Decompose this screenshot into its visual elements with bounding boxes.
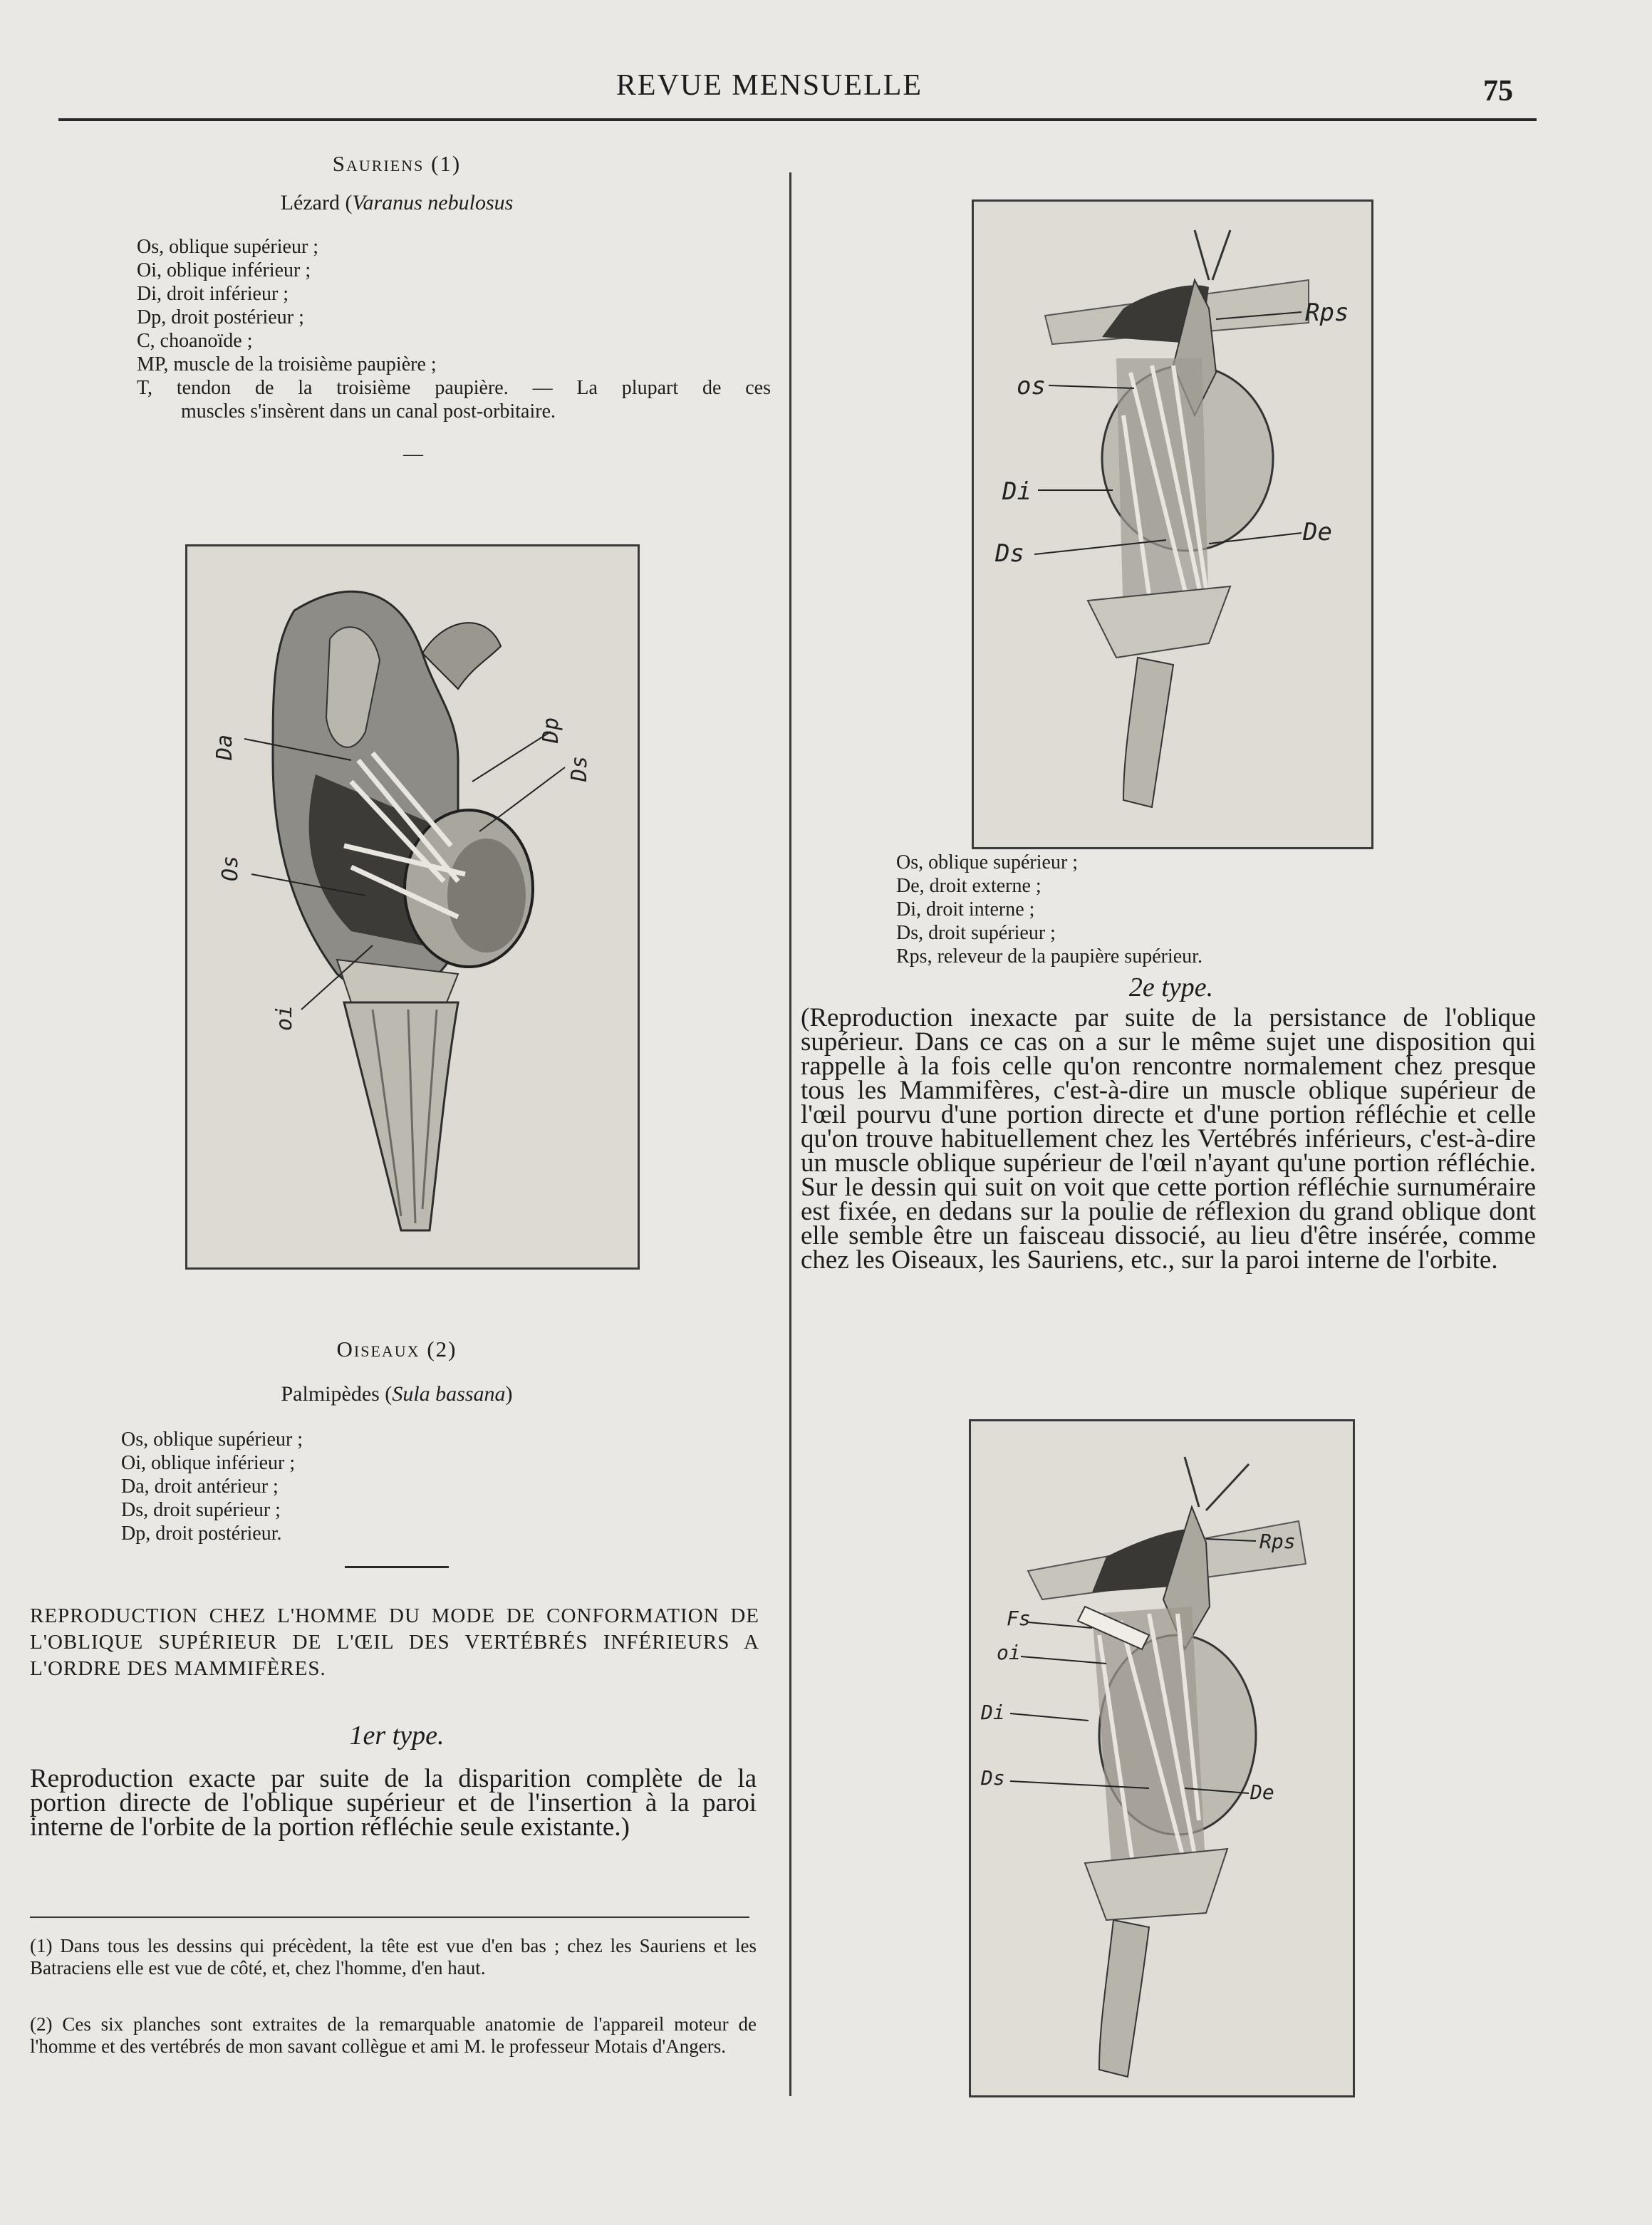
separator-dash: — [403,443,423,465]
legend-line: Da, droit antérieur ; [121,1475,279,1498]
legend-line: Di, droit inférieur ; [137,283,289,305]
column-rule [789,172,791,2096]
legend-line: Ds, droit supérieur ; [121,1499,281,1521]
label-de: De [1250,1780,1274,1804]
sauriens-title: Sauriens (1) [332,151,462,176]
legend-line: Ds, droit supérieur ; [896,922,1056,944]
page-number: 75 [1483,75,1513,108]
running-head: REVUE MENSUELLE [615,69,923,102]
legend-line: Dp, droit postérieur ; [137,306,304,328]
oiseaux-subtitle-close: ) [505,1382,513,1406]
label-ds: Ds [567,755,592,782]
legend-line: Os, oblique supérieur ; [896,851,1079,873]
human-eye-2-illustration [971,1421,1353,2095]
label-di: Di [1002,477,1032,506]
label-dp: Dp [539,717,563,743]
footnote-1: (1) Dans tous les dessins qui précèdent, la tête est vue d'en bas ; chez les Sauriens et les Batraciens elle est vue de côté, et, chez l'homme, d'en haut. [30,1935,757,1978]
label-os: Os [218,855,243,881]
label-fs: Fs [1007,1607,1031,1630]
sauriens-subtitle-species: Varanus nebulosus [352,191,514,214]
label-de: De [1303,518,1332,546]
figure-human-eye-1 [972,199,1373,849]
bird-eye-illustration [187,546,638,1267]
label-di: Di [981,1701,1005,1724]
label-da: Da [212,734,237,760]
header-rule [58,118,1537,121]
oiseaux-legend [121,1428,303,1545]
label-rps: Rps [1305,299,1349,327]
label-os: os [1017,372,1046,400]
oiseaux-subtitle [30,1382,764,1406]
legend-line: Os, oblique supérieur ; [137,236,319,258]
legend-line: De, droit externe ; [896,875,1041,897]
legend-line: Oi, oblique inférieur ; [121,1452,296,1474]
legend-line: T, tendon de la troisième paupière. — La plupart de ces [137,377,771,399]
legend-line: Rps, releveur de la paupière supérieur. [896,945,1202,968]
label-ds: Ds [995,539,1024,568]
figure-human-eye-2 [969,1419,1355,2097]
legend-line: C, choanoïde ; [137,330,253,352]
type1-text: Reproduction exacte par suite de la disparition complète de la portion directe de l'oblique supérieur et de l'insertion à la paroi interne de l'orbite de la portion réfléchie seule existante.) [30,1764,757,1842]
label-rps: Rps [1259,1530,1296,1553]
section-separator [345,1566,449,1568]
label-oi: oi [272,1005,297,1031]
homme1-legend [896,851,1202,968]
sauriens-legend [137,235,771,423]
human-eye-1-illustration [974,202,1371,847]
figure-bird-eye [185,544,640,1270]
footnote-rule [30,1917,749,1918]
type2-text: (Reproduction inexacte par suite de la persistance de l'oblique supérieur. Dans ce cas on a sur le même sujet une disposition qui rappelle à la fois celle qu'on rencontre normalement chez presque tous les Mammifères, c'est-à-dire un muscle oblique supérieur de l'œil pourvu d'une portion directe et d'une portion réfléchie et celle qu'on trouve habituellement chez les Vertébrés inférieurs, c'est-à-dire un muscle oblique supérieur de l'œil n'ayant qu'une portion réfléchie. Sur le dessin qui suit on voit que cette portion réfléchie surnuméraire est fixée, en dedans sur la poulie de réflexion du grand oblique dont elle semble être un faisceau dissocié, au lieu d'être insérée, comme chez les Oiseaux, les Sauriens, etc., sur la paroi interne de l'orbite. [801,1003,1536,1275]
legend-line: Os, oblique supérieur ; [121,1428,303,1451]
sauriens-subtitle [30,191,764,215]
legend-line: MP, muscle de la troisième paupière ; [137,353,437,375]
oiseaux-subtitle-species: Sula bassana [392,1382,506,1406]
legend-line: Oi, oblique inférieur ; [137,259,311,281]
label-oi: oi [997,1641,1021,1664]
legend-line: muscles s'insèrent dans un canal post-orbitaire. [181,400,556,422]
oiseaux-subtitle-plain: Palmipèdes ( [281,1382,393,1406]
type2-title: 2e type. [1128,973,1214,1002]
section-heading: REPRODUCTION CHEZ L'HOMME DU MODE DE CONFORMATION DE L'OBLIQUE SUPÉRIEUR DE L'ŒIL DES VERTÉBRÉS INFÉRIEURS A L'ORDRE DES MAMMIFÈRES. [30,1604,759,1680]
legend-line: Dp, droit postérieur. [121,1523,282,1545]
label-ds: Ds [981,1766,1005,1790]
legend-line: Di, droit interne ; [896,898,1035,920]
oiseaux-title: Oiseaux (2) [336,1337,457,1362]
footnote-2: (2) Ces six planches sont extraites de la remarquable anatomie de l'appareil moteur de l'homme et des vertébrés de mon savant collègue et ami M. le professeur Motais d'Angers. [30,2013,757,2057]
sauriens-subtitle-plain: Lézard ( [280,191,353,214]
type1-title: 1er type. [349,1721,445,1751]
